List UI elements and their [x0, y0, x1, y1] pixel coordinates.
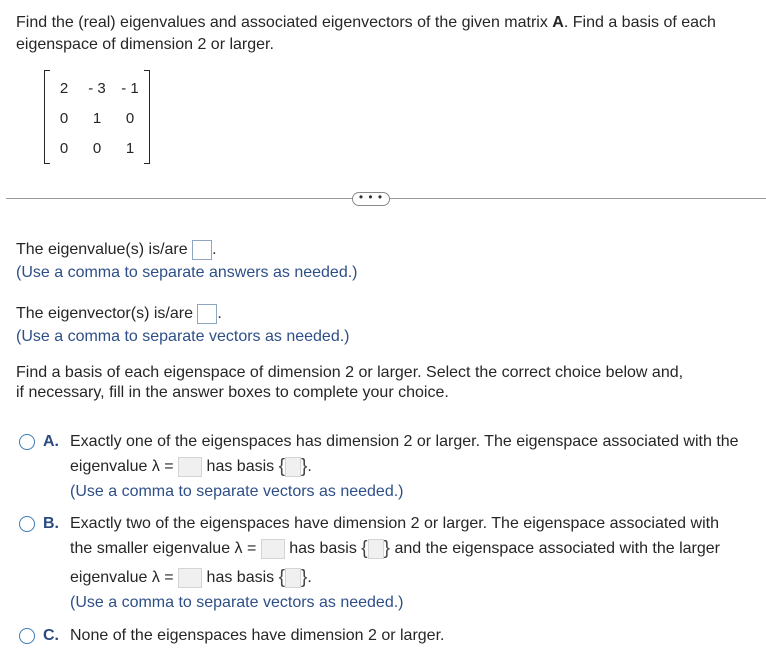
period: . [217, 305, 222, 323]
choice-b-hint: (Use a comma to separate vectors as needed.) [70, 594, 404, 611]
eigenvalue-label: The eigenvalue(s) is/are [16, 241, 188, 259]
brace-open: { [361, 538, 368, 559]
matrix-a [44, 70, 150, 162]
brace-close: } [300, 567, 308, 588]
choice-a-eigenvalue-input[interactable] [178, 457, 202, 477]
matrix-cell: 2 [59, 80, 69, 97]
question-prompt [16, 12, 756, 56]
choice-a-letter: A. [43, 433, 59, 450]
prompt-text-1: Find the (real) eigenvalues and associated eigenvectors of the given matrix [16, 14, 553, 31]
eigenvector-label: The eigenvector(s) is/are [16, 305, 193, 323]
choice-a-eigenvalue-label: eigenvalue λ = [70, 458, 174, 476]
choice-b-radio[interactable] [19, 516, 35, 532]
choice-b-has-basis-2: has basis [206, 569, 275, 587]
choice-b-letter: B. [43, 515, 59, 532]
choice-b-larger-eigenvalue-input[interactable] [178, 568, 202, 588]
brace-open: { [278, 456, 285, 477]
choice-b-has-basis: has basis [289, 540, 357, 558]
matrix-cell: 1 [125, 140, 135, 157]
eigenvalue-hint: (Use a comma to separate answers as needed.) [16, 264, 358, 281]
choice-a-has-basis: has basis [206, 458, 275, 476]
choice-b-larger-basis-input[interactable] [285, 568, 301, 588]
period: . [212, 241, 217, 259]
choice-c-letter: C. [43, 627, 59, 644]
choice-a-basis-input[interactable] [285, 457, 301, 477]
choice-a-radio[interactable] [19, 434, 35, 450]
more-options-button[interactable]: • • • [352, 192, 390, 206]
matrix-cell: - 1 [121, 80, 139, 97]
choice-a-line2 [70, 456, 312, 478]
choice-b-and-larger: and the eigenspace associated with the larger [394, 540, 720, 558]
period: . [307, 458, 312, 476]
choice-b-smaller-basis-input[interactable] [368, 539, 384, 559]
eigenvalue-input[interactable] [192, 240, 212, 260]
choice-c-text: None of the eigenspaces have dimension 2 or larger. [70, 627, 445, 644]
matrix-cell: 0 [59, 140, 69, 157]
eigenvector-hint: (Use a comma to separate vectors as needed.) [16, 328, 350, 345]
choice-b-line1: Exactly two of the eigenspaces have dimension 2 or larger. The eigenspace associated with [70, 515, 719, 532]
choice-a-line1: Exactly one of the eigenspaces has dimension 2 or larger. The eigenspace associated with the [70, 433, 739, 450]
matrix-cell: 0 [92, 140, 102, 157]
matrix-cell: 1 [92, 110, 102, 127]
matrix-cell: - 3 [88, 80, 106, 97]
basis-question-line2: if necessary, fill in the answer boxes to complete your choice. [16, 384, 449, 401]
matrix-right-bracket [144, 70, 150, 164]
eigenvalue-row [16, 240, 217, 260]
basis-question-line1: Find a basis of each eigenspace of dimension 2 or larger. Select the correct choice below and, [16, 364, 684, 381]
brace-close: } [383, 538, 390, 559]
choice-b-smaller-label: the smaller eigenvalue λ = [70, 540, 257, 558]
prompt-text-2: . Find a basis of each eigenspace of dimension 2 or larger. [16, 14, 716, 53]
choice-b-smaller-eigenvalue-input[interactable] [261, 539, 285, 559]
choice-c-radio[interactable] [19, 628, 35, 644]
eigenvector-row [16, 304, 222, 324]
period: . [307, 569, 312, 587]
matrix-name: A [552, 14, 564, 31]
choice-b-line2 [70, 538, 720, 560]
choice-b-eigenvalue-label: eigenvalue λ = [70, 569, 174, 587]
choice-a-hint: (Use a comma to separate vectors as needed.) [70, 483, 404, 500]
matrix-cell: 0 [59, 110, 69, 127]
brace-close: } [300, 456, 308, 477]
eigenvector-input[interactable] [197, 304, 217, 324]
matrix-cell: 0 [125, 110, 135, 127]
choice-b-line3 [70, 567, 312, 589]
brace-open: { [278, 567, 285, 588]
